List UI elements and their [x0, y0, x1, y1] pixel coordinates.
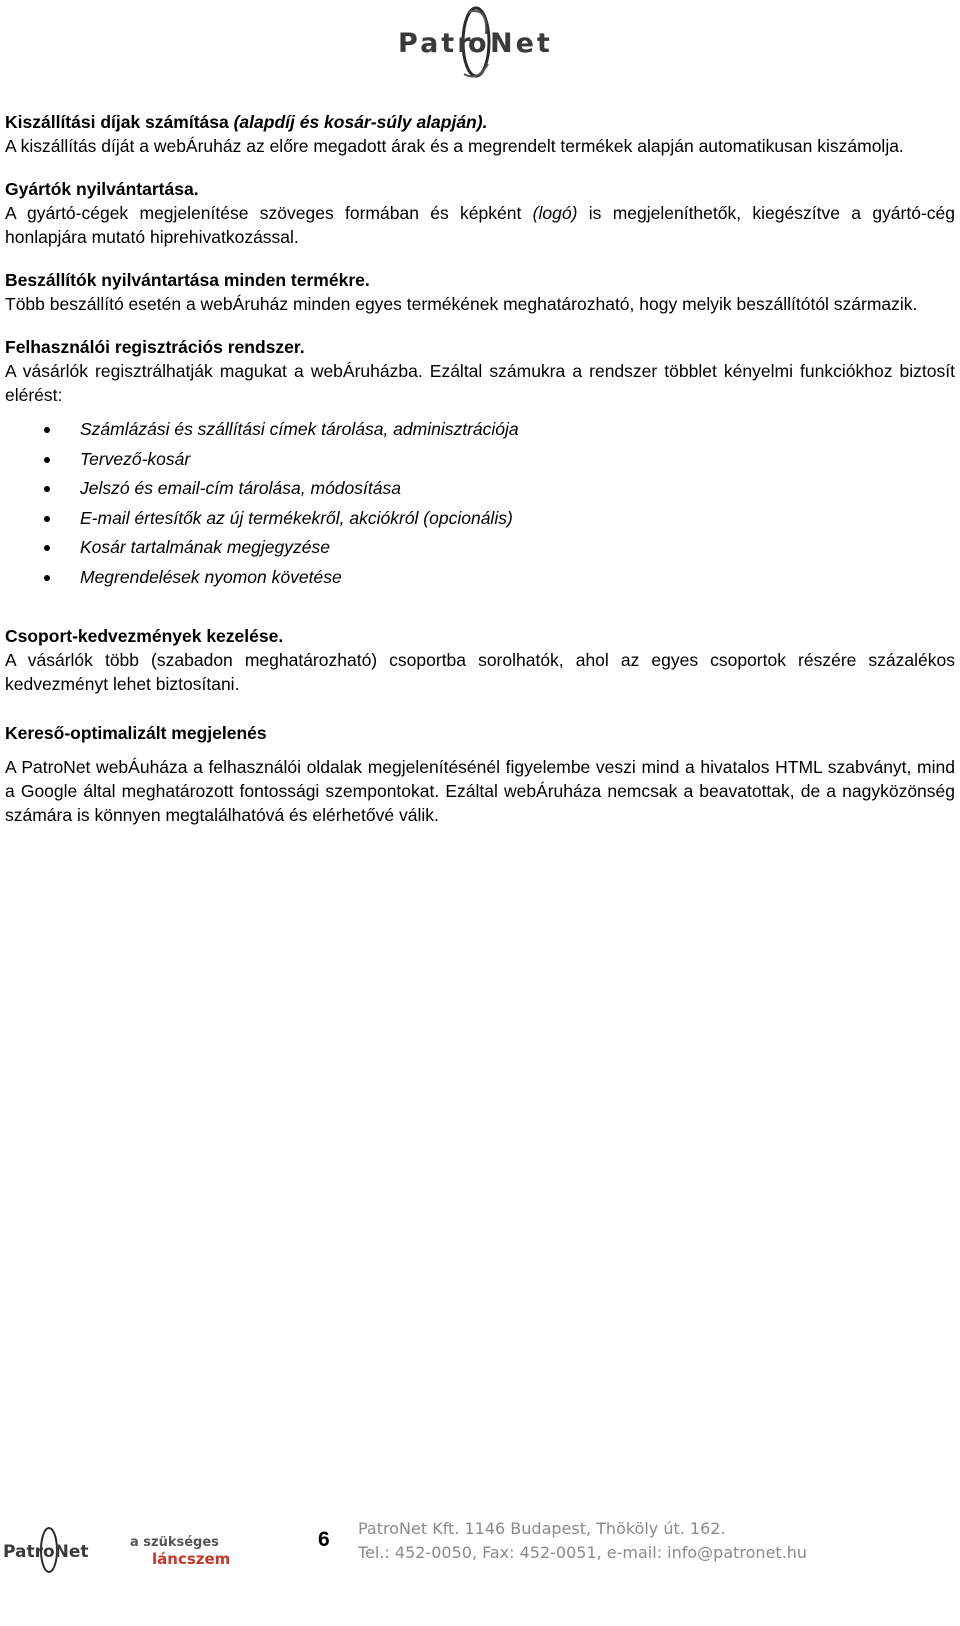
- section-suppliers: [5, 268, 955, 316]
- section-group-discounts: [5, 624, 955, 696]
- list-item-text: Kosár tartalmának megjegyzése: [80, 537, 330, 557]
- section-seo: [5, 721, 955, 827]
- heading-italic-text: (alapdíj és kosár-súly alapján).: [233, 112, 488, 132]
- spacer: [5, 745, 955, 755]
- bullet-icon: [44, 486, 50, 492]
- chain-logo-graphic: [130, 1531, 242, 1571]
- patronet-logo: [398, 4, 563, 82]
- heading-text: Kiszállítási díjak számítása: [5, 112, 234, 132]
- paragraph-text: A gyártó-cégek megjelenítése szöveges formában és képként: [5, 203, 533, 223]
- document-body: [5, 110, 955, 846]
- logo-text-patr: Patr: [398, 28, 474, 59]
- chain-logo: [130, 1531, 242, 1571]
- logo-text-o: o: [468, 28, 487, 59]
- page-number: 6: [318, 1528, 330, 1551]
- patronet-logo-graphic: [398, 4, 563, 82]
- section-manufacturers: [5, 177, 955, 249]
- section-paragraph: A vásárlók regisztrálhatják magukat a webÁruházba. Ezáltal számukra a rendszer többlet kényelmi funkciókhoz biztosít elérést:: [5, 361, 955, 405]
- logo-text-net: Net: [490, 28, 553, 59]
- list-item: [5, 533, 955, 563]
- list-item-text: E-mail értesítők az új termékekről, akciókról (opcionális): [80, 507, 513, 528]
- page-footer: [0, 1515, 960, 1626]
- section-heading: Gyártók nyilvántartása.: [5, 179, 199, 199]
- section-heading: [5, 110, 955, 134]
- footer-contact: [358, 1517, 807, 1565]
- list-item-text: Megrendelések nyomon követése: [80, 566, 342, 587]
- bullet-icon: [44, 516, 50, 522]
- chain-logo-bottom-text: láncszem: [152, 1550, 231, 1568]
- bullet-icon: [44, 457, 50, 463]
- section-paragraph: A PatroNet webÁuháza a felhasználói oldalak megjelenítésénél figyelembe veszi mind a hivatalos HTML szabványt, mind a Google által meghatározott fontossági szempontokat. Ezáltal webÁruháza nemcsak a beavatottak, de a nagyközönség számára is könnyen megtalálhatóvá és elérhetővé válik.: [5, 757, 955, 825]
- list-item-text: Tervező-kosár: [80, 448, 191, 469]
- list-item: [5, 474, 955, 504]
- section-shipping: [5, 110, 955, 158]
- footer-phone-email: Tel.: 452-0050, Fax: 452-0051, e-mail: info@patronet.hu: [358, 1543, 808, 1562]
- section-heading: Csoport-kedvezmények kezelése.: [5, 626, 284, 646]
- list-item-text: Számlázási és szállítási címek tárolása, adminisztrációja: [80, 419, 519, 439]
- bullet-icon: [44, 545, 50, 551]
- section-paragraph: [5, 201, 955, 249]
- section-heading: Kereső-optimalizált megjelenés: [5, 723, 267, 743]
- list-item: [5, 415, 955, 445]
- section-registration: [5, 335, 955, 592]
- chain-logo-top-text: a szükséges: [130, 1535, 219, 1550]
- footer-patronet-logo: [3, 1525, 95, 1575]
- feature-list: [5, 415, 955, 592]
- footer-address: PatroNet Kft. 1146 Budapest, Thököly út. 162.: [358, 1519, 726, 1538]
- list-item: [5, 563, 955, 593]
- bullet-icon: [44, 575, 50, 581]
- bullet-icon: [44, 427, 50, 433]
- section-paragraph: A vásárlók több (szabadon meghatározható) csoportba sorolhatók, ahol az egyes csoportok részére százalékos kedvezményt lehet biztosítani.: [5, 650, 955, 694]
- paragraph-italic-text: (logó): [532, 203, 578, 223]
- section-paragraph: A kiszállítás díját a webÁruház az előre megadott árak és a megrendelt termékek alapján automatikusan kiszámolja.: [5, 136, 904, 156]
- paragraph-text-end: is megjeleníthetők, kiegészítve a gyártó-cég honlapjára mutató hiprehivatkozással.: [5, 203, 955, 247]
- list-item: [5, 445, 955, 475]
- footer-logo-graphic: [3, 1525, 95, 1575]
- section-heading: Felhasználói regisztrációs rendszer.: [5, 337, 305, 357]
- section-heading: Beszállítók nyilvántartása minden termékre.: [5, 270, 370, 290]
- list-item-text: Jelszó és email-cím tárolása, módosítása: [80, 478, 401, 498]
- section-paragraph: Több beszállító esetén a webÁruház minden egyes termékének meghatározható, hogy melyik beszállítótól származik.: [5, 294, 918, 314]
- footer-logo-text: PatroNet: [3, 1542, 89, 1562]
- list-item: [5, 504, 955, 534]
